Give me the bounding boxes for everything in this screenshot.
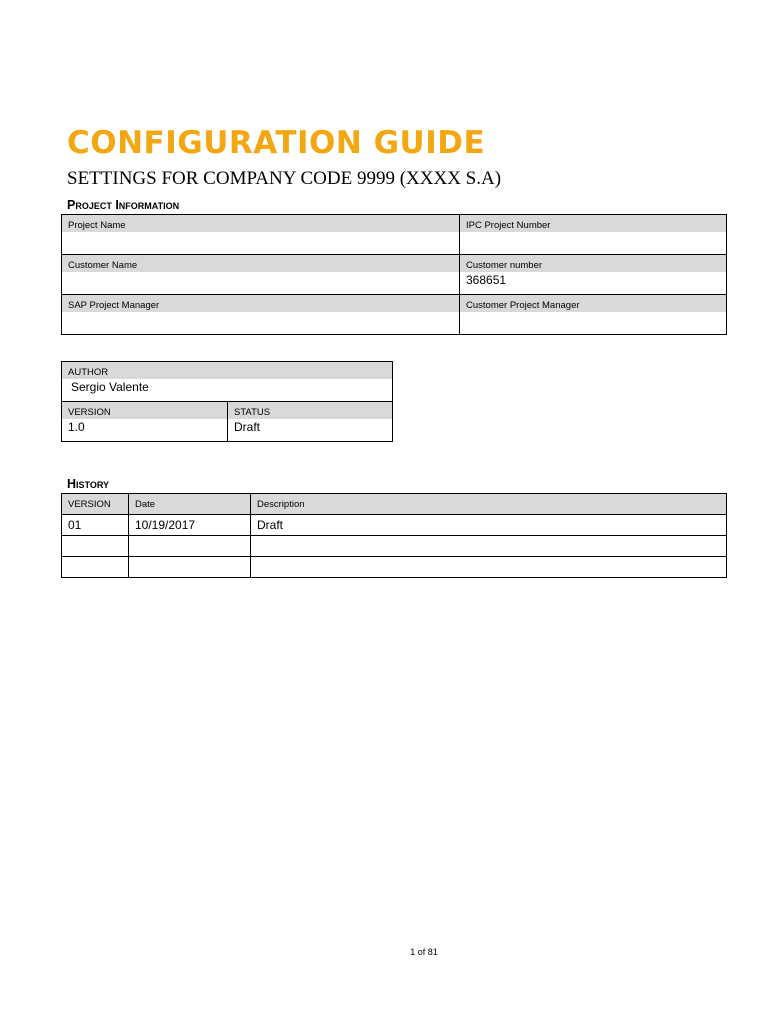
sap-project-manager-cell: [62, 295, 460, 335]
table-row: [62, 557, 727, 578]
customer-name-label: Customer Name: [62, 255, 459, 272]
table-row: [62, 215, 727, 255]
history-cell-version: [62, 557, 129, 578]
project-name-label: Project Name: [62, 215, 459, 232]
project-name-value: [62, 232, 459, 249]
table-row: [62, 515, 727, 536]
history-cell-date: [129, 557, 251, 578]
table-row: [62, 295, 727, 335]
project-information-table: [61, 214, 727, 335]
project-information-heading: Project Information: [67, 198, 180, 212]
history-column-description: Description: [251, 494, 727, 515]
ipc-project-number-value: [460, 232, 726, 249]
author-cell: [62, 362, 393, 402]
sap-project-manager-value: [62, 312, 459, 329]
document-subtitle: SETTINGS FOR COMPANY CODE 9999 (XXXX S.A): [67, 168, 502, 189]
history-cell-date: 10/19/2017: [129, 515, 251, 536]
ipc-project-number-label: IPC Project Number: [460, 215, 726, 232]
customer-project-manager-cell: [460, 295, 727, 335]
project-name-cell: [62, 215, 460, 255]
author-value: Sergio Valente: [71, 380, 149, 394]
history-cell-date: [129, 536, 251, 557]
author-table: [61, 361, 393, 442]
version-value: 1.0: [68, 420, 85, 434]
version-cell: [62, 402, 228, 442]
table-row: [62, 255, 727, 295]
ipc-project-number-cell: [460, 215, 727, 255]
history-heading: History: [67, 477, 110, 491]
status-label: STATUS: [228, 402, 392, 419]
customer-number-value: 368651: [466, 273, 507, 287]
history-cell-description: [251, 536, 727, 557]
page-number: 1 of 81: [410, 947, 438, 957]
customer-number-cell: [460, 255, 727, 295]
customer-number-label: Customer number: [460, 255, 726, 272]
history-column-version: VERSION: [62, 494, 129, 515]
table-row: [62, 536, 727, 557]
version-label: VERSION: [62, 402, 227, 419]
document-title: CONFIGURATION GUIDE: [67, 125, 486, 161]
customer-project-manager-label: Customer Project Manager: [460, 295, 726, 312]
author-label: AUTHOR: [62, 362, 392, 379]
table-row: [62, 362, 393, 402]
customer-project-manager-value: [460, 312, 726, 329]
customer-name-cell: [62, 255, 460, 295]
sap-project-manager-label: SAP Project Manager: [62, 295, 459, 312]
status-value: Draft: [234, 420, 261, 434]
history-column-date: Date: [129, 494, 251, 515]
history-cell-version: [62, 536, 129, 557]
table-row: [62, 402, 393, 442]
history-cell-description: Draft: [251, 515, 727, 536]
history-header-row: [62, 494, 727, 515]
history-cell-version: 01: [62, 515, 129, 536]
history-table: [61, 493, 727, 578]
customer-name-value: [62, 272, 459, 289]
history-cell-description: [251, 557, 727, 578]
status-cell: [228, 402, 393, 442]
